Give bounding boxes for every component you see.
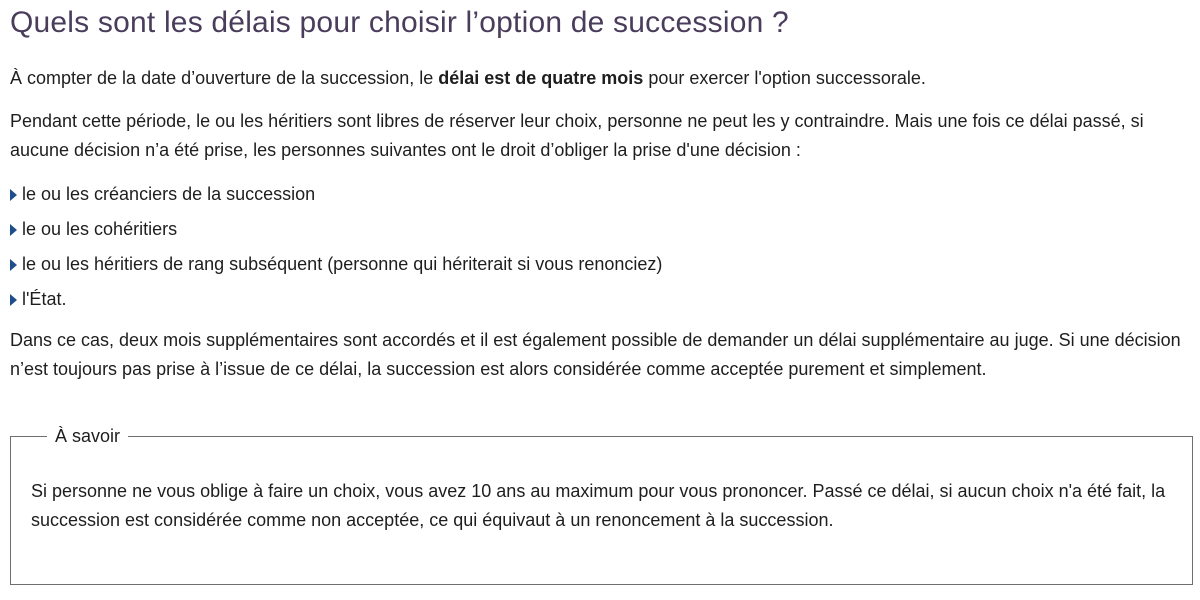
intro-text-bold: délai est de quatre mois [438,68,644,88]
triangle-bullet-icon [10,224,17,236]
list-item [10,247,1190,282]
bullet-list [10,177,1190,317]
list-item [10,177,1190,212]
info-box-text: Si personne ne vous oblige à faire un choix, vous avez 10 ans au maximum pour vous prononcer. Passé ce délai, si aucun choix n'a été fait, la succession est considérée comme non acceptée, ce qui équivaut à un renoncement à la succession. [31,481,1166,530]
list-item-text: l'État. [22,289,67,309]
list-item-text: le ou les cohéritiers [22,219,178,239]
list-item [10,282,1190,317]
period-paragraph: Pendant cette période, le ou les héritiers sont libres de réserver leur choix, personne ne peut les y contraindre. Mais une fois ce délai passé, si aucune décision n’a été prise, les personnes suivantes ont le droit d’obliger la prise d'une décision : [10,111,1144,160]
section-heading: Quels sont les délais pour choisir l’option de succession ? [10,6,789,39]
list-item-text: le ou les héritiers de rang subséquent (personne qui hériterait si vous renonciez) [22,254,663,274]
triangle-bullet-icon [10,294,17,306]
intro-text-after: pour exercer l'option successorale. [643,68,926,88]
info-box-legend: À savoir [55,426,121,446]
extension-paragraph: Dans ce cas, deux mois supplémentaires sont accordés et il est également possible de demander un délai supplémentaire au juge. Si une décision n’est toujours pas prise à l’issue de ce délai, la succession est alors considérée comme acceptée purement et simplement. [10,330,1181,379]
list-item-text: le ou les créanciers de la succession [22,184,316,204]
intro-text-before: À compter de la date d’ouverture de la succession, le [10,68,439,88]
triangle-bullet-icon [10,259,17,271]
info-box [10,425,1193,585]
intro-paragraph [10,64,1192,93]
triangle-bullet-icon [10,189,17,201]
list-item [10,212,1190,247]
